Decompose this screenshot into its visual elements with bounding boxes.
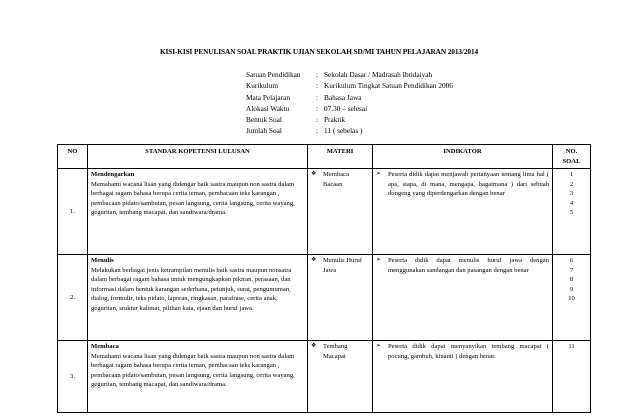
meta-row-satuan <box>246 69 453 80</box>
materi-text: Menulis Huruf Jawa <box>323 257 363 274</box>
indikator-cell <box>373 341 553 413</box>
diamond-bullet-icon: ❖ <box>311 171 317 178</box>
no-soal-cell <box>553 169 591 255</box>
no-soal-cell <box>553 255 591 341</box>
table-header-row <box>58 145 591 169</box>
soal-number: 7 <box>569 266 574 274</box>
table-row <box>58 169 591 255</box>
meta-row-alokasi <box>246 103 453 114</box>
soal-number: 2 <box>569 180 574 188</box>
soal-number: 11 <box>568 343 575 351</box>
standar-text: Memahami wacana lisan yang didengar baik sastra maupun non sastra dalam berbagai ragam bahasa berupa cerita teman, pembacaan teks karangan , pembacaan pidato/sambutan, pesan langsung, cerita langsung, cerita wayang, geguritan, tembang macapat, dan sandiwara/drama. <box>91 352 295 389</box>
meta-row-kurikulum <box>246 80 453 91</box>
row-number: 2. <box>58 255 88 341</box>
standar-title: Mendengarkan <box>91 171 135 179</box>
meta-value: Praktik <box>324 115 346 125</box>
materi-cell <box>308 255 373 341</box>
arrow-bullet-icon: ➢ <box>376 343 382 350</box>
indikator-cell <box>373 255 553 341</box>
meta-row-jumlah <box>246 125 453 136</box>
standar-title: Menulis <box>91 257 114 265</box>
soal-number: 5 <box>569 209 574 217</box>
soal-number: 1 <box>569 171 574 179</box>
standar-title: Membaca <box>91 343 119 351</box>
meta-value: Bahasa Jawa <box>324 92 362 102</box>
meta-label: Satuan Pendidikan <box>246 70 301 79</box>
indikator-text: Peserta didik dapat menjawab pertanyaan tentang lima hal ( apa, siapa, di mana, mengapa, bagaimana ) dari sebuah dongeng yang diperdengarkan dengan benar <box>388 171 549 198</box>
soal-number: 9 <box>569 285 574 293</box>
row-number: 1. <box>58 169 88 255</box>
materi-cell <box>308 341 373 413</box>
table-row <box>58 255 591 341</box>
standar-text: Melakukan berbagai jenis ketrampilan menulis baik sastra maupun nonsatra dalam berbagai ragam bahasa untuk mengungkapkan pikiran, perasaan, dan informasi dalam bentuk karangan sederhana, petunjuk, surat, pengumuman, dialog, formulir, teks pidato, laporan, ringkasan, parafrase, cerita anak, geguritan, sruktur kalimat, pilihan kata, ejaan dan huruf jawa. <box>91 266 292 312</box>
meta-label: Mata Pelajaran <box>246 92 290 102</box>
soal-number: 8 <box>569 276 574 284</box>
meta-label: Jumlah Soal <box>246 126 282 136</box>
standar-cell <box>88 169 308 255</box>
kisi-kisi-table <box>57 144 591 413</box>
meta-separator: : <box>316 126 319 136</box>
meta-row-bentuk <box>246 114 453 125</box>
standar-text: Memahami wacana lisan yang didengar baik sastra maupun non sastra dalam berbagai ragam bahasa berupa cerita teman, pembacaan teks karangan , pembacaan pidato/sambutan, pesan langsung, cerita langsung, cerita wayang, geguritan, tembang macapat, dan sandiwara/drama. <box>91 180 295 217</box>
materi-text: Tembang Macapat <box>323 343 348 360</box>
meta-value: Kurikulum Tingkat Satuan Pendidikan 2006 <box>324 81 453 91</box>
header-no-soal: NO. SOAL <box>553 145 591 169</box>
meta-value: 11 ( sebelas ) <box>324 126 363 136</box>
meta-separator: : <box>316 81 319 91</box>
meta-label: Bentuk Soal <box>246 115 282 125</box>
standar-cell <box>88 341 308 413</box>
soal-number: 10 <box>568 295 575 303</box>
arrow-bullet-icon: ➢ <box>376 171 382 178</box>
soal-number: 4 <box>569 199 574 207</box>
document-title: KISI-KISI PENULISAN SOAL PRAKTIK UJIAN SEKOLAH SD/MI TAHUN PELAJARAN 2013/2014 <box>159 47 479 56</box>
meta-separator: : <box>316 92 319 102</box>
meta-label: Kurikulum <box>246 81 279 91</box>
standar-cell <box>88 255 308 341</box>
meta-value: 07.30 – selesai <box>324 103 368 113</box>
no-soal-cell <box>553 341 591 413</box>
indikator-cell <box>373 169 553 255</box>
materi-text: Membaca Bacaan <box>323 171 349 188</box>
meta-label: Alokasi Waktu <box>246 103 290 113</box>
meta-row-mapel <box>246 92 453 103</box>
meta-separator: : <box>316 115 319 125</box>
meta-separator: : <box>316 103 319 113</box>
header-materi: MATERI <box>308 145 373 169</box>
header-indikator: INDIKATOR <box>373 145 553 169</box>
materi-cell <box>308 169 373 255</box>
row-number: 3. <box>58 341 88 413</box>
indikator-text: Peserta didik dapat menulis huruf jawa dengan menggunakan sandangan dan pasangan dengan benar <box>388 257 549 274</box>
arrow-bullet-icon: ➢ <box>376 257 382 264</box>
soal-number: 6 <box>569 257 574 265</box>
diamond-bullet-icon: ❖ <box>311 257 317 264</box>
diamond-bullet-icon: ❖ <box>311 343 317 350</box>
meta-separator: : <box>316 70 319 79</box>
header-standar: STANDAR KOPETENSI LULUSAN <box>88 145 308 169</box>
meta-info <box>246 69 453 137</box>
table-row <box>58 341 591 413</box>
meta-value: Sekolah Dasar / Madrasah Ibtidaiyah <box>324 70 433 79</box>
header-no: NO <box>58 145 88 169</box>
indikator-text: Peserta didik dapat menyanyikan tembang macapat ( pocung, gambuh, kinanti ) dengan benar. <box>388 343 549 360</box>
soal-number: 3 <box>569 190 574 198</box>
